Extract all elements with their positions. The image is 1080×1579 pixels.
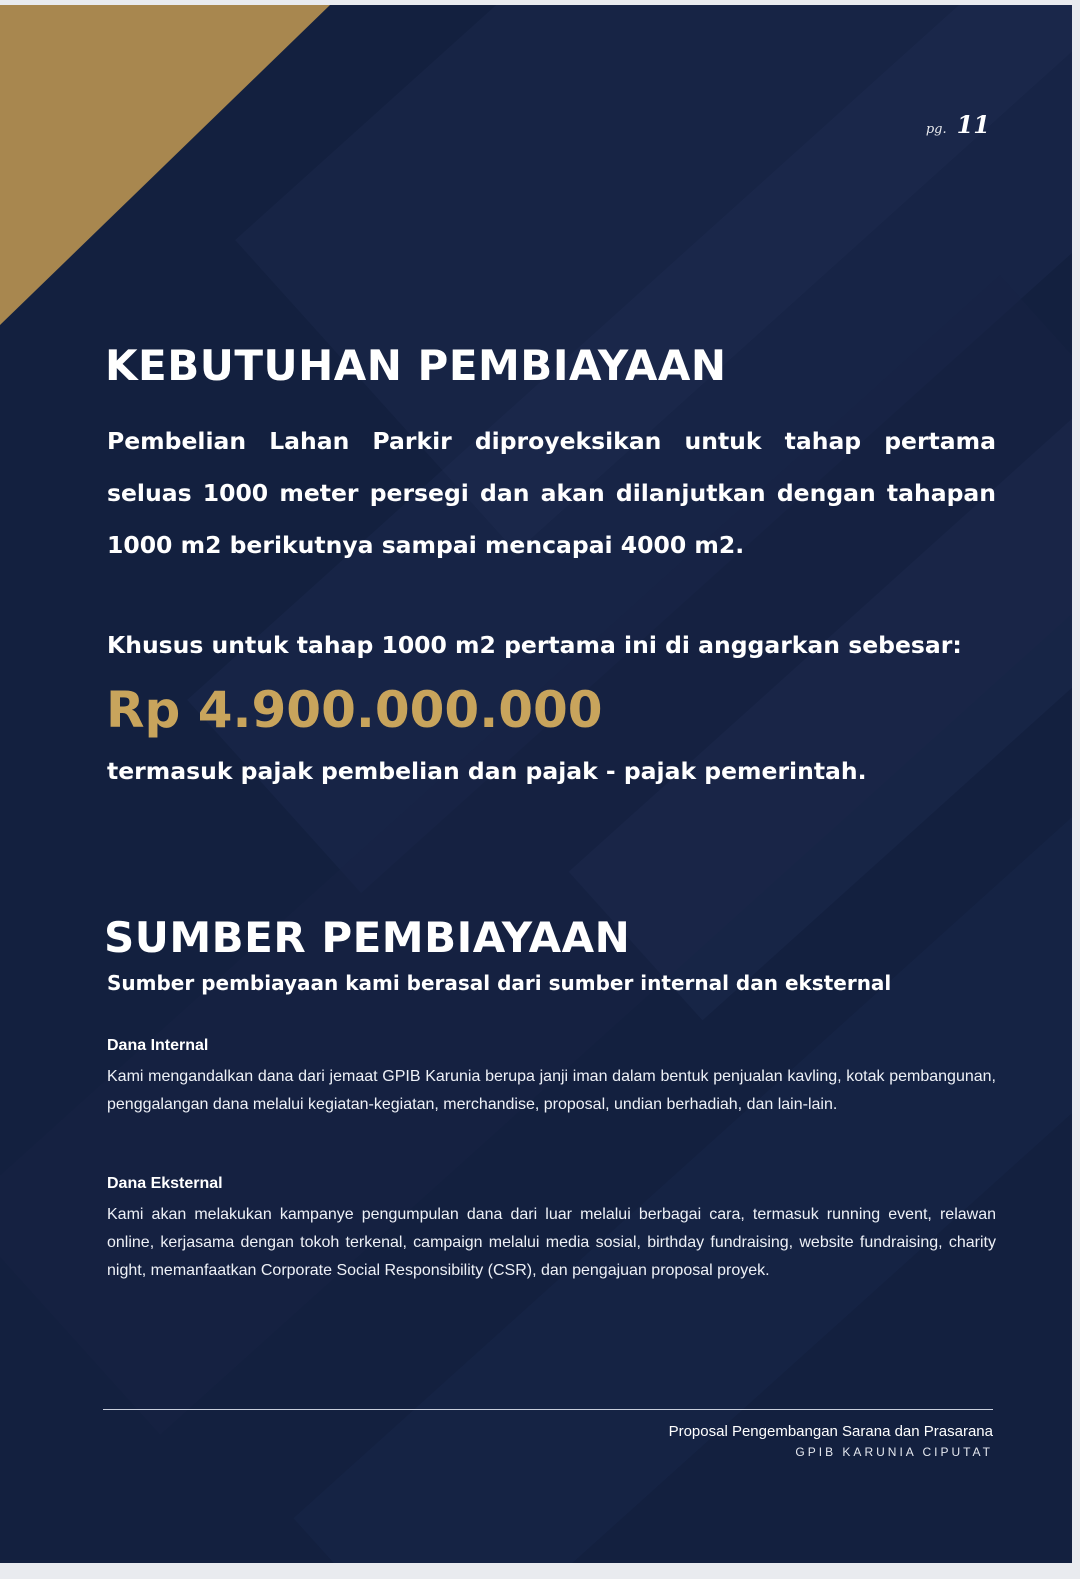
budget-note: termasuk pajak pembelian dan pajak - pajak pemerintah.	[107, 757, 867, 785]
external-funding-title: Dana Eksternal	[107, 1175, 223, 1192]
funding-sources-title: SUMBER PEMBIAYAAN	[104, 913, 631, 962]
internal-funding-title: Dana Internal	[107, 1037, 209, 1054]
document-page	[0, 5, 1072, 1563]
gold-corner-triangle	[0, 5, 330, 325]
footer-title: Proposal Pengembangan Sarana dan Prasarana	[668, 1423, 993, 1440]
footer-divider	[103, 1409, 993, 1410]
page-number-value: 11	[956, 110, 990, 139]
external-funding-text: Kami akan melakukan kampanye pengumpulan dana dari luar melalui berbagai cara, termasuk running event, relawan online, kerjasama dengan tokoh terkenal, campaign melalui media sosial, birthday fundraising, website fundraising, charity night, memanfaatkan Corporate Social Responsibility (CSR), dan pengajuan proposal proyek.	[107, 1206, 996, 1279]
budget-amount: Rp 4.900.000.000	[106, 681, 603, 739]
footer-organization: GPIB KARUNIA CIPUTAT	[795, 1445, 993, 1459]
page-number	[926, 110, 990, 139]
page-number-prefix: pg.	[925, 122, 947, 137]
funding-sources-subtitle: Sumber pembiayaan kami berasal dari sumber internal dan eksternal	[107, 971, 892, 995]
budget-intro: Khusus untuk tahap 1000 m2 pertama ini di anggarkan sebesar:	[107, 631, 962, 659]
external-funding-block	[107, 1173, 996, 1285]
financing-needs-body: Pembelian Lahan Parkir diproyeksikan untuk tahap pertama seluas 1000 meter persegi dan akan dilanjutkan dengan tahapan 1000 m2 berikutnya sampai mencapai 4000 m2.	[107, 427, 996, 559]
financing-needs-title: KEBUTUHAN PEMBIAYAAN	[105, 341, 727, 390]
internal-funding-block	[107, 1035, 996, 1119]
internal-funding-text: Kami mengandalkan dana dari jemaat GPIB Karunia berupa janji iman dalam bentuk penjualan kavling, kotak pembangunan, penggalangan dana melalui kegiatan-kegiatan, merchandise, proposal, undian berhadiah, dan lain-lain.	[107, 1068, 996, 1113]
